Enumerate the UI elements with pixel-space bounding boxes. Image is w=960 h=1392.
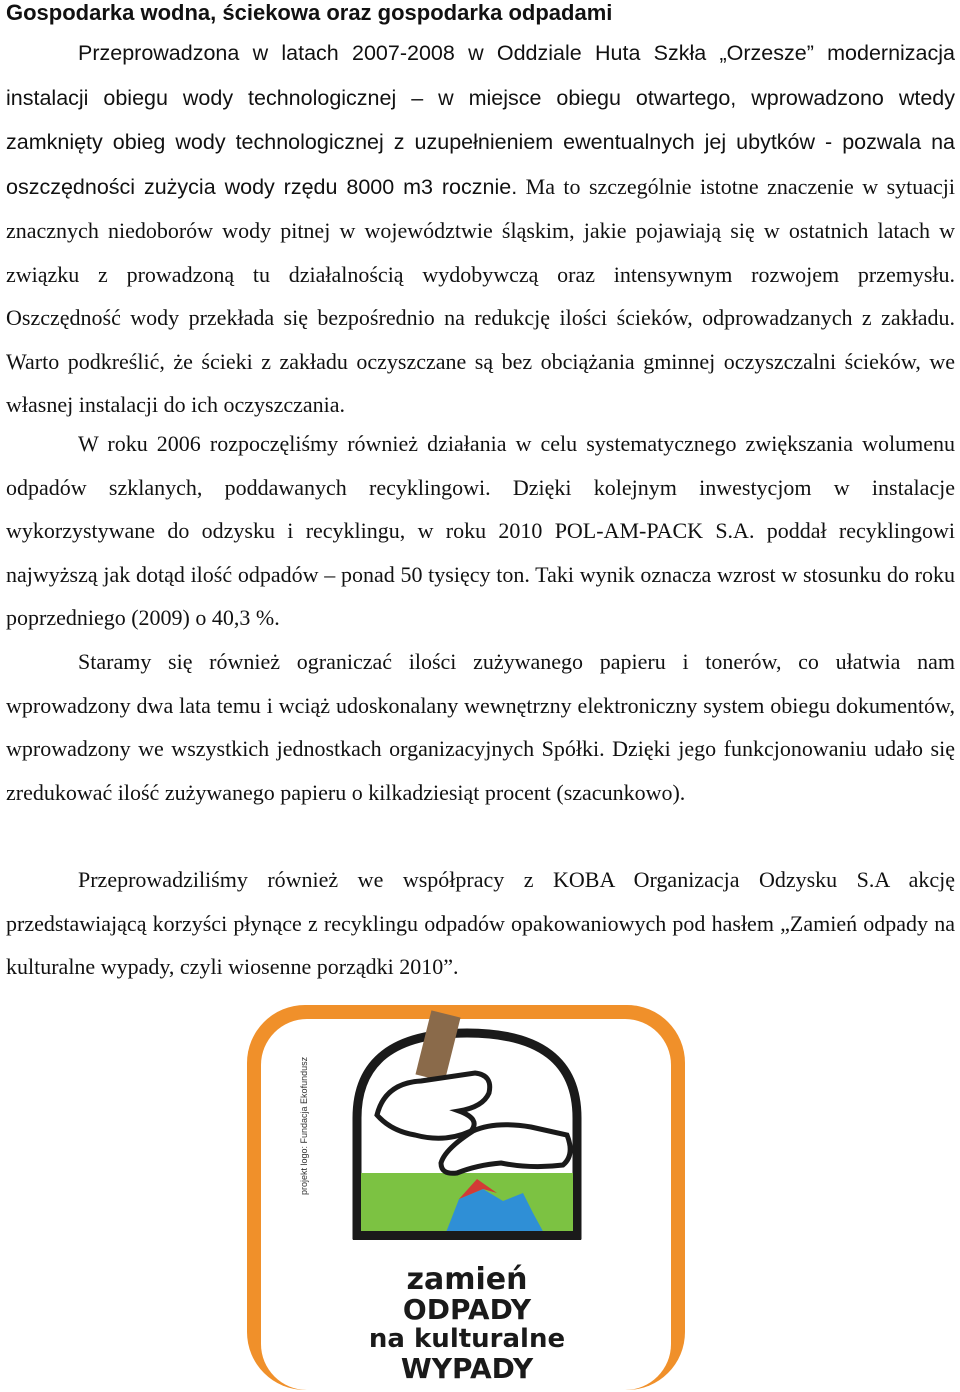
paragraph-paper-reduction: Staramy się również ograniczać ilości zużywanego papieru i tonerów, co ułatwia nam wprowadzony dwa lata temu i wciąż udoskonalany wewnętrzny elektroniczny system obiegu dokumentów, wprowadzony we wszystkich jednostkach organizacyjnych Spółki. Dzięki jego funkcjonowaniu udało się zredukować ilość zużywanego papieru o kilkadziesiąt procent (szacunkowo). xyxy=(6,649,955,805)
logo-side-credit: projekt logo: Fundacja Ekofundusz xyxy=(299,1056,309,1195)
paragraph-glass-recycling: W roku 2006 rozpoczęliśmy również działania w celu systematycznego zwiększania wolumenu odpadów szklanych, poddawanych recyklingowi. Dzięki kolejnym inwestycjom w instalacje wykorzystywane do odzysku i recyklingu, w roku 2010 POL-AM-PACK S.A. poddał recyklingowi najwyższą jak dotąd ilość odpadów – ponad 50 tysięcy ton. Taki wynik oznacza wzrost w stosunku do roku poprzedniego (2009) o 40,3 %. xyxy=(6,431,955,630)
paragraph-water-management xyxy=(6,31,955,427)
logo-line-2: ODPADY xyxy=(402,1293,532,1326)
page-heading: Gospodarka wodna, ściekowa oraz gospodarka odpadami xyxy=(6,0,613,25)
paragraph-water-modernization: Przeprowadzona w latach 2007-2008 w Oddziale Huta Szkła „Orzesze” modernizacja instalacji obiegu wody technologicznej – w miejsce obiegu otwartego, wprowadzono wtedy zamknięty obieg wody technologicznej z uzupełnieniem ewentualnych jej ubytków - pozwala na oszczędności zużycia wody rzędu 8000 m3 rocznie. xyxy=(6,41,955,199)
logo-line-4: WYPADY xyxy=(400,1352,534,1385)
logo-line-3: na kulturalne xyxy=(368,1324,566,1354)
paragraph-koba-campaign: Przeprowadziliśmy również we współpracy z KOBA Organizacja Odzysku S.A akcję przedstawiającą korzyści płynące z recyklingu odpadów opakowaniowych pod hasłem „Zamień odpady na kulturalne wypady, czyli wiosenne porządki 2010”. xyxy=(6,867,955,979)
paragraph-water-significance: Ma to szczególnie istotne znaczenie w sytuacji znacznych niedoborów wody pitnej w województwie śląskim, jakie pojawiają się w ostatnich latach w związku z prowadzoną tu działalnością wydobywczą oraz intensywnym rozwojem przemysłu. Oszczędność wody przekłada się bezpośrednio na redukcję ilości ścieków, odprowadzanych z zakładu. Warto podkreślić, że ścieki z zakładu oczyszczane są bez obciążania gminnej oczyszczalni ścieków, we własnej instalacji do ich oczyszczania. xyxy=(6,173,956,417)
logo-base-line xyxy=(353,1231,581,1240)
campaign-logo xyxy=(245,1003,687,1392)
logo-line-1: zamień xyxy=(406,1262,528,1297)
